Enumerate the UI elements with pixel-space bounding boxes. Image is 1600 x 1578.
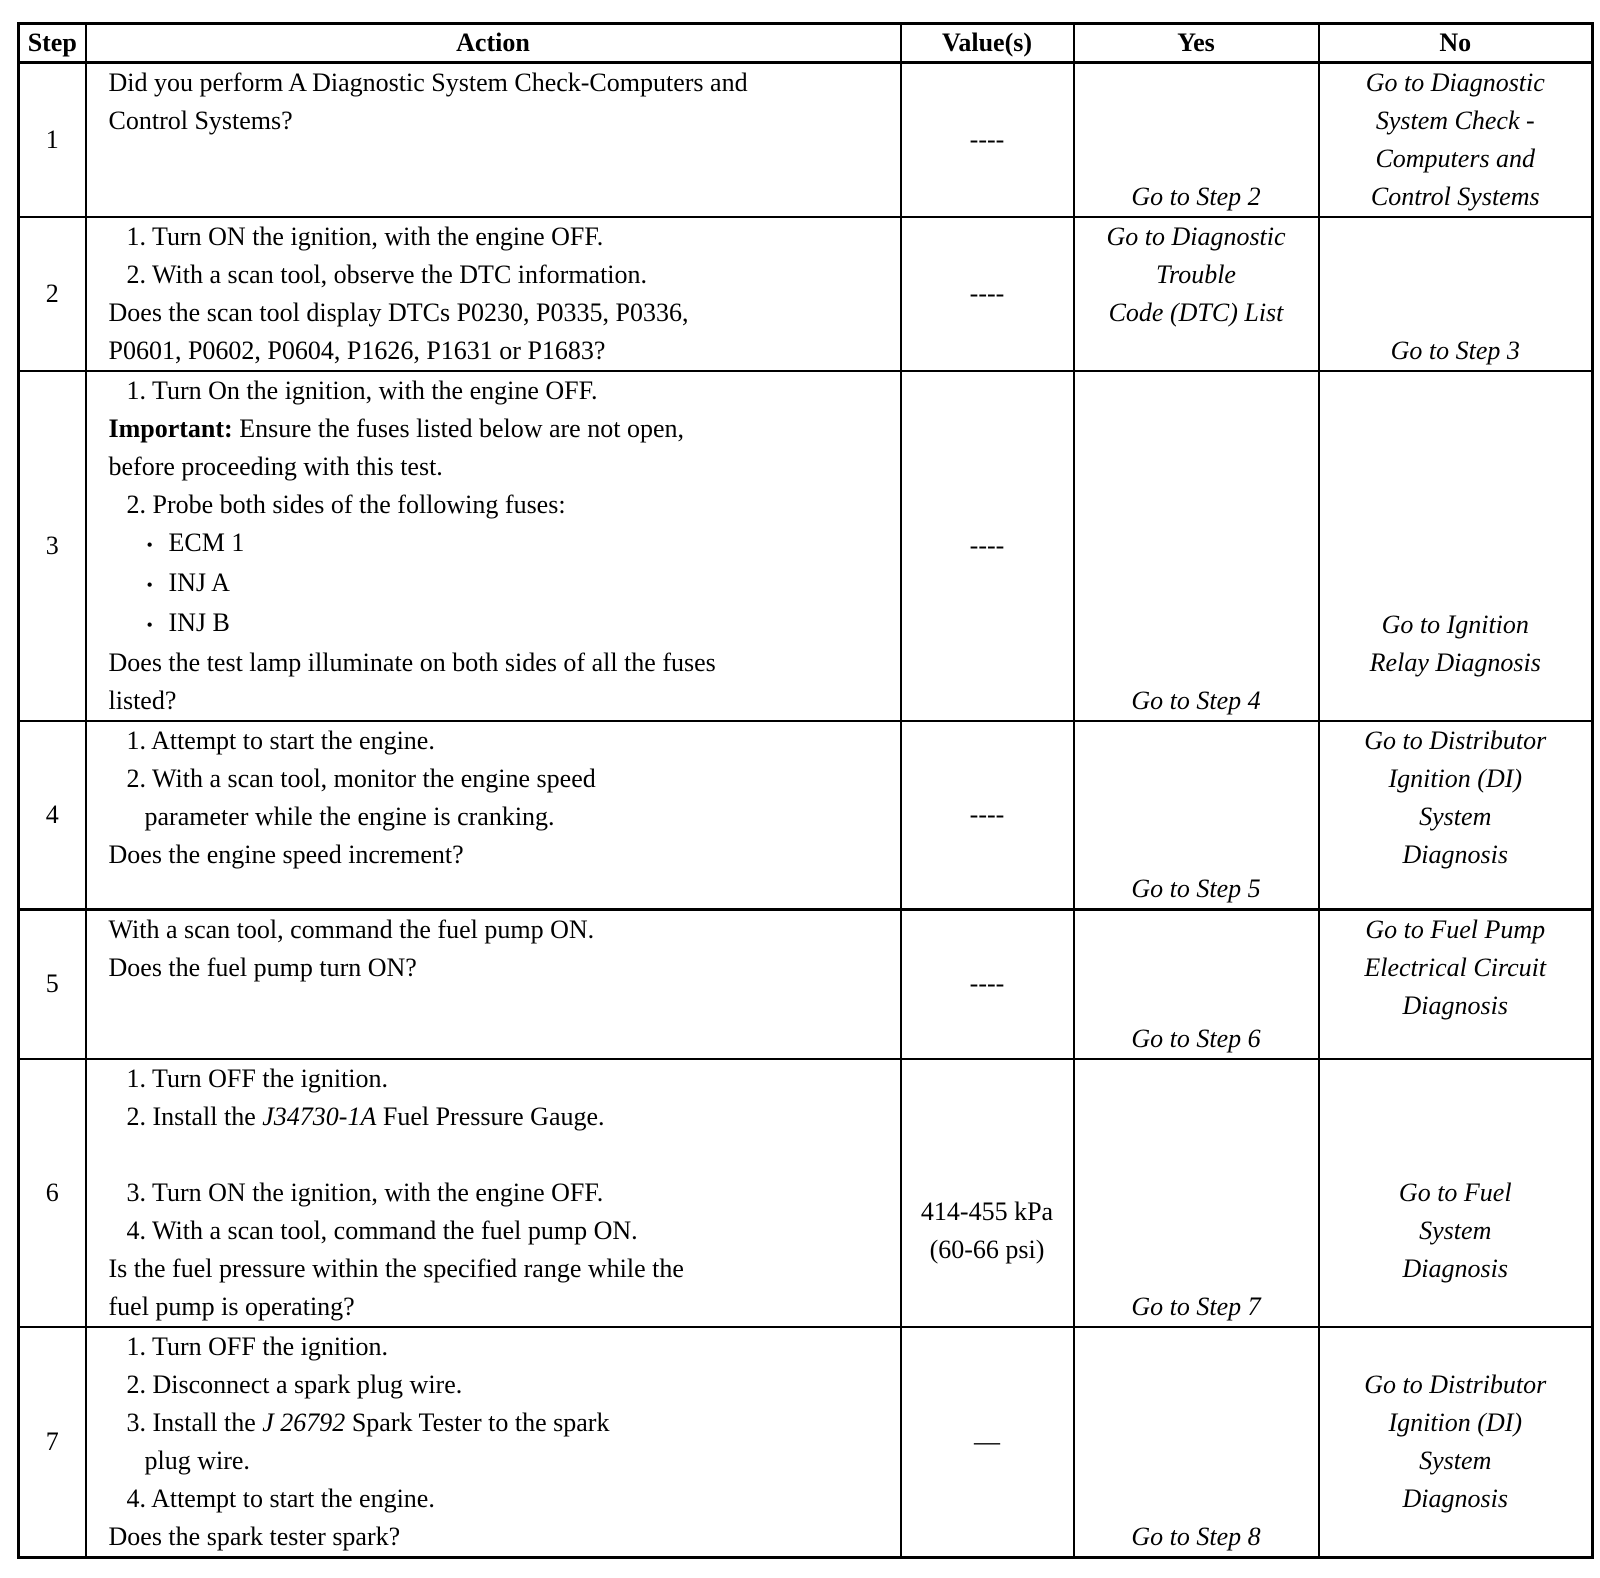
table-row: [19, 721, 1593, 909]
yes-cell: [1074, 721, 1319, 909]
value-cell: ----: [901, 217, 1074, 371]
no-link[interactable]: Diagnosis: [1402, 990, 1508, 1020]
value-cell: [901, 1059, 1074, 1327]
header-step: Step: [19, 24, 86, 63]
yes-cell: [1074, 371, 1319, 721]
step-number: 1: [19, 63, 86, 218]
important-label: Important:: [108, 414, 233, 443]
action-text: Control Systems?: [108, 106, 293, 135]
action-text: 2. Probe both sides of the following fuses:: [126, 490, 566, 519]
table-row: [19, 217, 1593, 371]
action-text: Spark Tester to the spark: [345, 1408, 610, 1437]
yes-cell: [1074, 1327, 1319, 1558]
action-cell: [86, 909, 901, 1059]
action-text: 3. Turn ON the ignition, with the engine OFF.: [126, 1178, 604, 1207]
action-text: Fuel Pressure Gauge.: [376, 1102, 605, 1131]
header-row: [19, 24, 1593, 63]
spacer: [1324, 1288, 1588, 1326]
value-cell: ----: [901, 909, 1074, 1059]
action-text: Does the engine speed increment?: [108, 840, 464, 869]
no-link[interactable]: Electrical Circuit: [1364, 952, 1547, 982]
spec-value: 414-455 kPa: [920, 1197, 1054, 1226]
yes-link[interactable]: Go to Step 6: [1131, 1024, 1261, 1053]
value-cell: ----: [901, 63, 1074, 218]
action-text: Does the spark tester spark?: [108, 1522, 401, 1551]
no-link[interactable]: Ignition (DI): [1388, 764, 1523, 793]
step-number: 6: [19, 1059, 86, 1327]
no-link[interactable]: Control Systems: [1370, 182, 1540, 211]
fuse-item: • ECM 1: [109, 524, 896, 564]
action-text: 1. Turn OFF the ignition.: [126, 1064, 389, 1093]
value-cell: —: [901, 1327, 1074, 1558]
no-link[interactable]: Go to Ignition: [1381, 610, 1529, 639]
no-link[interactable]: Go to Step 3: [1390, 336, 1520, 365]
action-text: 1. Turn OFF the ignition.: [126, 1332, 389, 1361]
tool-number: J34730-1A: [262, 1102, 377, 1131]
action-text: before proceeding with this test.: [108, 452, 443, 481]
no-link[interactable]: Go to Fuel: [1398, 1178, 1512, 1207]
no-cell: [1319, 721, 1593, 909]
yes-link[interactable]: Go to Step 5: [1131, 873, 1261, 903]
table-row: [19, 1327, 1593, 1558]
no-link[interactable]: System: [1419, 1216, 1492, 1245]
no-cell: [1319, 217, 1593, 371]
yes-link[interactable]: Go to Step 2: [1131, 182, 1261, 211]
table-row: [19, 371, 1593, 721]
yes-link[interactable]: Go to Diagnostic: [1106, 222, 1286, 251]
no-link[interactable]: System: [1419, 802, 1492, 831]
install-line: [109, 1404, 896, 1442]
table-row: [19, 1059, 1593, 1327]
step-number: 2: [19, 217, 86, 371]
action-cell: [86, 1059, 901, 1327]
action-cell: [86, 63, 901, 218]
action-cell: [86, 217, 901, 371]
no-link[interactable]: Diagnosis: [1402, 1254, 1508, 1283]
action-text: 4. Attempt to start the engine.: [126, 1484, 435, 1513]
spec-value: (60-66 psi): [929, 1235, 1045, 1264]
action-text: Did you perform A Diagnostic System Check-Computers and: [108, 68, 748, 97]
no-link[interactable]: Diagnosis: [1402, 1484, 1508, 1513]
no-link[interactable]: Go to Distributor: [1364, 1370, 1547, 1399]
yes-link[interactable]: Go to Step 7: [1131, 1292, 1261, 1321]
action-text: 1. Turn On the ignition, with the engine OFF.: [126, 376, 598, 405]
action-text: plug wire.: [144, 1446, 250, 1475]
action-text: 2. With a scan tool, monitor the engine speed: [126, 764, 596, 793]
table-row: [19, 63, 1593, 218]
no-link[interactable]: Go to Distributor: [1364, 726, 1547, 755]
action-text: parameter while the engine is cranking.: [144, 802, 555, 831]
no-cell: [1319, 1327, 1593, 1558]
no-link[interactable]: Diagnosis: [1402, 840, 1508, 869]
yes-cell: [1074, 909, 1319, 1059]
yes-link[interactable]: Code (DTC) List: [1108, 298, 1284, 327]
header-no: No: [1319, 24, 1593, 63]
diagnostic-table: [17, 22, 1594, 1559]
header-values: Value(s): [901, 24, 1074, 63]
no-link[interactable]: Computers and: [1375, 144, 1536, 173]
action-text: Does the fuel pump turn ON?: [108, 952, 417, 982]
action-text: 3. Install the: [126, 1408, 263, 1437]
fuse-item: • INJ A: [109, 564, 896, 604]
no-cell: [1319, 63, 1593, 218]
yes-cell: [1074, 1059, 1319, 1327]
yes-link[interactable]: Go to Step 8: [1131, 1522, 1261, 1551]
table-row: [19, 909, 1593, 1059]
step-number: 5: [19, 909, 86, 1059]
no-link[interactable]: Go to Fuel Pump: [1365, 914, 1546, 944]
action-cell: [86, 721, 901, 909]
no-cell: [1319, 1059, 1593, 1327]
spacer: [1324, 682, 1588, 720]
important-line: [109, 410, 896, 448]
step-number: 3: [19, 371, 86, 721]
action-cell: [86, 371, 901, 721]
action-text: fuel pump is operating?: [108, 1292, 355, 1321]
action-text: With a scan tool, command the fuel pump ON.: [108, 914, 595, 944]
action-text: Is the fuel pressure within the specified range while the: [108, 1254, 684, 1283]
action-text: Does the test lamp illuminate on both sides of all the fuses: [108, 648, 716, 677]
yes-link[interactable]: Trouble: [1156, 260, 1236, 289]
action-text: Does the scan tool display DTCs P0230, P0335, P0336,: [108, 298, 689, 327]
install-line: [109, 1098, 896, 1136]
no-cell: [1319, 909, 1593, 1059]
spacer: [902, 1117, 1073, 1193]
yes-link[interactable]: Go to Step 4: [1131, 686, 1261, 715]
fuse-item: • INJ B: [109, 604, 896, 644]
no-link[interactable]: System Check -: [1375, 106, 1535, 135]
step-number: 7: [19, 1327, 86, 1558]
step-number: 4: [19, 721, 86, 909]
no-cell: [1319, 371, 1593, 721]
yes-cell: [1074, 217, 1319, 371]
yes-cell: [1074, 63, 1319, 218]
no-link[interactable]: System: [1419, 1446, 1492, 1475]
action-text: P0601, P0602, P0604, P1626, P1631 or P1683?: [108, 336, 606, 365]
no-link[interactable]: Relay Diagnosis: [1369, 648, 1541, 677]
value-cell: ----: [901, 721, 1074, 909]
tool-number: J 26792: [262, 1408, 346, 1437]
action-text: 1. Turn ON the ignition, with the engine OFF.: [126, 222, 604, 251]
action-text: Ensure the fuses listed below are not open,: [232, 414, 684, 443]
spacer: [109, 1136, 896, 1174]
header-action: Action: [86, 24, 901, 63]
action-text: 2. Disconnect a spark plug wire.: [126, 1370, 463, 1399]
action-text: 4. With a scan tool, command the fuel pump ON.: [126, 1216, 638, 1245]
action-cell: [86, 1327, 901, 1558]
action-text: 1. Attempt to start the engine.: [126, 726, 435, 755]
action-text: 2. Install the: [126, 1102, 263, 1131]
no-link[interactable]: Ignition (DI): [1388, 1408, 1523, 1437]
action-text: listed?: [108, 686, 177, 715]
action-text: 2. With a scan tool, observe the DTC information.: [126, 260, 648, 289]
header-yes: Yes: [1074, 24, 1319, 63]
value-cell: ----: [901, 371, 1074, 721]
no-link[interactable]: Go to Diagnostic: [1365, 68, 1545, 97]
